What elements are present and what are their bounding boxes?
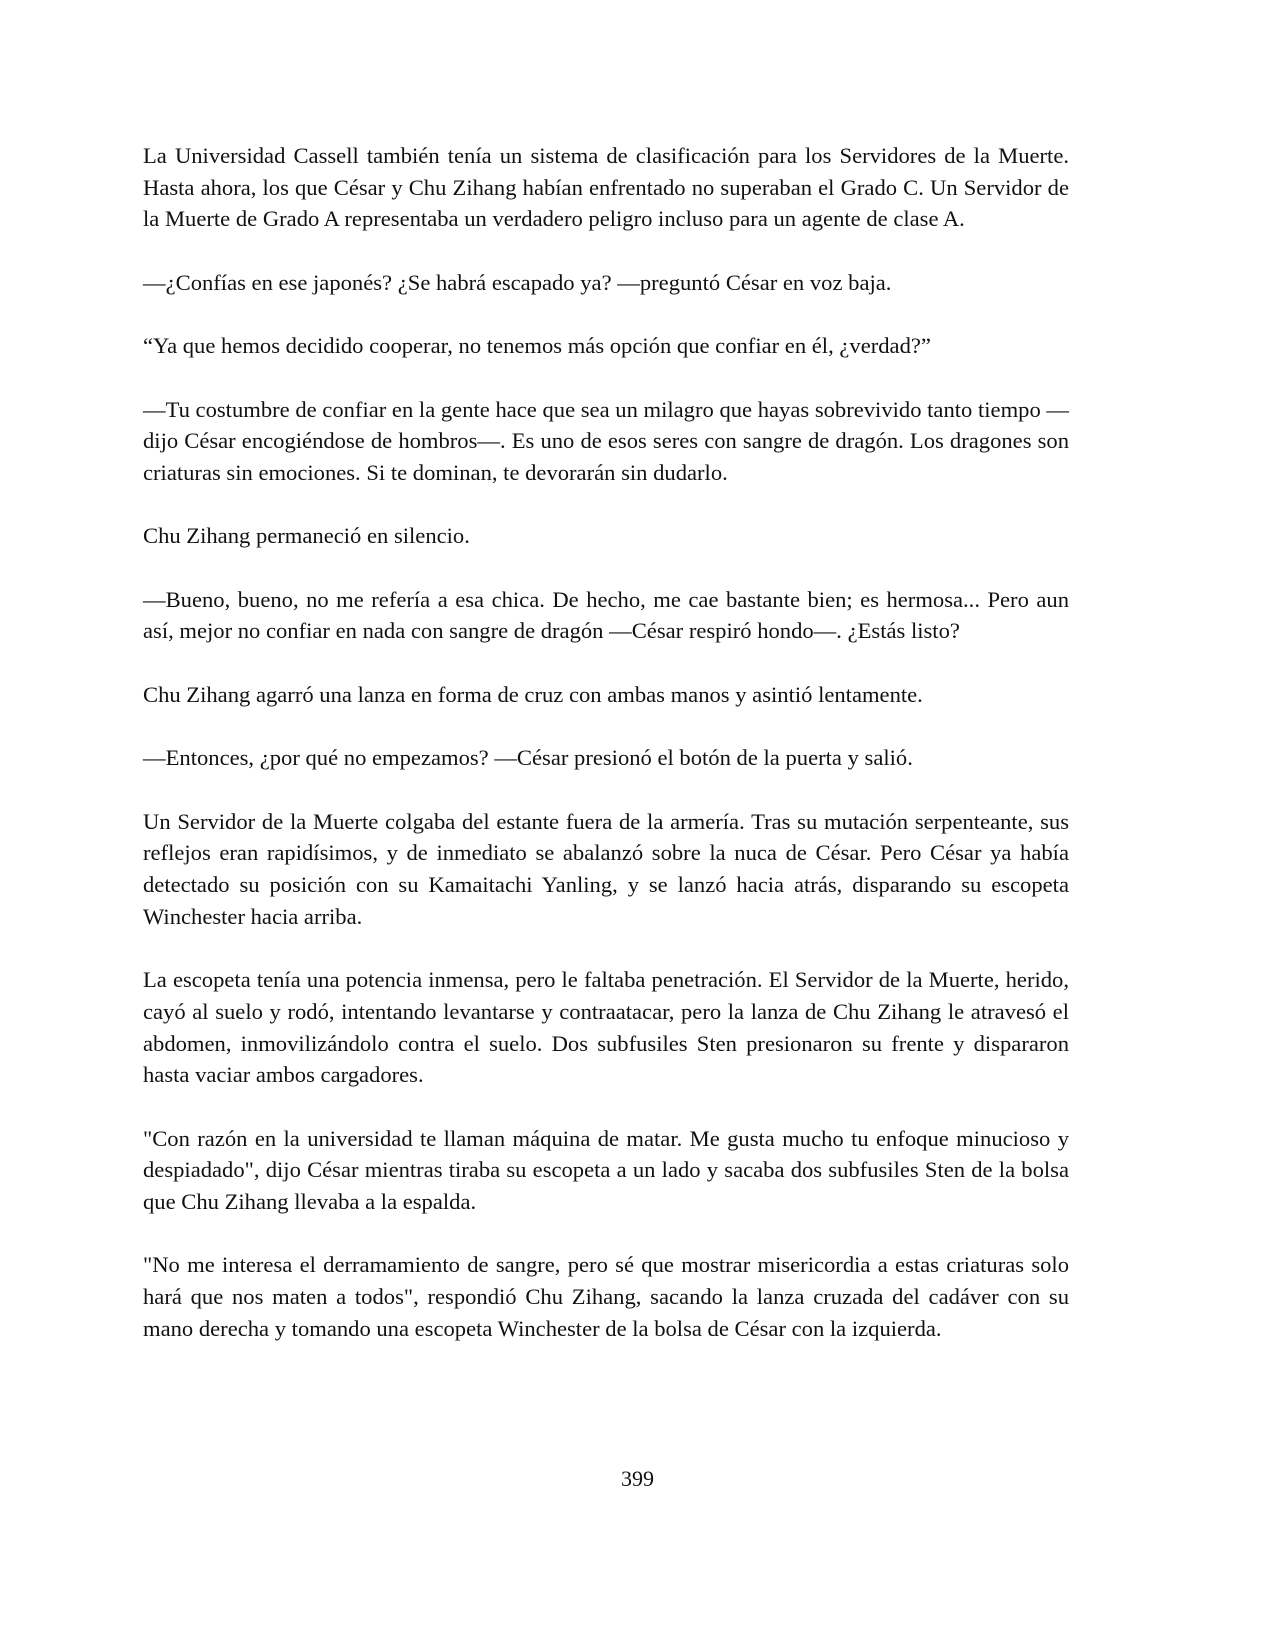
page-body	[143, 140, 1069, 1376]
paragraph: Un Servidor de la Muerte colgaba del estante fuera de la armería. Tras su mutación serpenteante, sus reflejos eran rapidísimos, y de inmediato se abalanzó sobre la nuca de César. Pero César ya había detectado su posición con su Kamaitachi Yanling, y se lanzó hacia atrás, disparando su escopeta Winchester hacia arriba.	[143, 808, 1069, 929]
paragraph: “Ya que hemos decidido cooperar, no tenemos más opción que confiar en él, ¿verdad?”	[143, 333, 931, 359]
paragraph: —Tu costumbre de confiar en la gente hace que sea un milagro que hayas sobrevivido tanto tiempo —dijo César encogiéndose de hombros—. Es uno de esos seres con sangre de dragón. Los dragones son criaturas sin emociones. Si te dominan, te devorarán sin dudarlo.	[143, 396, 1069, 485]
paragraph: —¿Confías en ese japonés? ¿Se habrá escapado ya? —preguntó César en voz baja.	[143, 269, 892, 295]
page-number: 399	[621, 1466, 654, 1491]
paragraph: La escopeta tenía una potencia inmensa, pero le faltaba penetración. El Servidor de la Muerte, herido, cayó al suelo y rodó, intentando levantarse y contraatacar, pero la lanza de Chu Zihang le atravesó el abdomen, inmovilizándolo contra el suelo. Dos subfusiles Sten presionaron su frente y dispararon hasta vaciar ambos cargadores.	[143, 967, 1069, 1088]
paragraph: Chu Zihang permaneció en silencio.	[143, 523, 470, 549]
paragraph: La Universidad Cassell también tenía un sistema de clasificación para los Servidores de la Muerte. Hasta ahora, los que César y Chu Zihang habían enfrentado no superaban el Grado C. Un Servidor de la Muerte de Grado A representaba un verdadero peligro incluso para un agente de clase A.	[143, 143, 1069, 232]
paragraph: Chu Zihang agarró una lanza en forma de cruz con ambas manos y asintió lentamente.	[143, 681, 923, 707]
paragraph: —Bueno, bueno, no me refería a esa chica. De hecho, me cae bastante bien; es hermosa... Pero aun así, mejor no confiar en nada con sangre de dragón —César respiró hondo—. ¿Estás listo?	[143, 586, 1069, 644]
paragraph: "Con razón en la universidad te llaman máquina de matar. Me gusta mucho tu enfoque minucioso y despiadado", dijo César mientras tiraba su escopeta a un lado y sacaba dos subfusiles Sten de la bolsa que Chu Zihang llevaba a la espalda.	[143, 1125, 1069, 1215]
paragraph: "No me interesa el derramamiento de sangre, pero sé que mostrar misericordia a estas criaturas solo hará que nos maten a todos", respondió Chu Zihang, sacando la lanza cruzada del cadáver con su mano derecha y tomando una escopeta Winchester de la bolsa de César con la izquierda.	[143, 1252, 1069, 1341]
paragraph: —Entonces, ¿por qué no empezamos? —César presionó el botón de la puerta y salió.	[143, 745, 913, 771]
